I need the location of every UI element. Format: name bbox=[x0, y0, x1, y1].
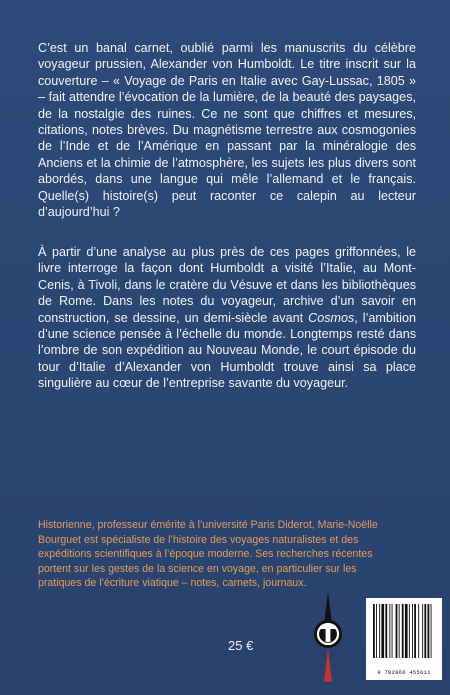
price: 25 € bbox=[228, 638, 254, 653]
barcode-bars-icon bbox=[372, 604, 436, 662]
description-paragraph-2-part-a: À partir d’une analyse au plus près de ces pages griffonnées, le livre interroge la façon dont Humboldt a visité l’Italie, au Mont-Cenis, à Tivoli, dans le cratère du Vésuve et dans les bibliothèques de Rome. Dans les notes du voyageur, archive d’un savoir en construction, se dessine, un demi-siècle avant bbox=[38, 245, 416, 325]
author-bio: Historienne, professeur émérite à l’université Paris Diderot, Marie-Noëlle Bourguet est spécialiste de l’histoire des voyages naturalistes et des expéditions scientifiques à l’époque moderne. Ses recherches récentes portent sur les gestes de la science en voyage, en particulier sur les pratiques de l’écriture viatique – notes, carnets, journaux. bbox=[38, 519, 378, 590]
publisher-logo-icon bbox=[310, 592, 346, 682]
description-paragraph-2 bbox=[38, 244, 416, 392]
description-paragraph-2-part-b: , l’ambition d’une science pensée à l’échelle du monde. Longtemps resté dans l’ombre de son expédition au Nouveau Monde, le court épisode du tour d’Italie d’Alexander von Humboldt trouve ainsi sa place singulière au cœur de l’entreprise savante du voyageur. bbox=[38, 310, 416, 391]
book-title-cosmos: Cosmos bbox=[308, 310, 355, 325]
barcode-number: 9 782866 455611 bbox=[377, 669, 431, 676]
barcode bbox=[366, 598, 442, 680]
description-paragraph-1: C’est un banal carnet, oublié parmi les manuscrits du célèbre voyageur prussien, Alexander von Humboldt. Le titre inscrit sur la couverture – « Voyage de Paris en Italie avec Gay-Lussac, 1805 » – fait attendre l’évocation de la lumière, de la beauté des paysages, de la nostalgie des ruines. Ce ne sont que chiffres et mesures, citations, notes brèves. Du magnétisme terrestre aux cosmogonies de l’Inde et de l’Amérique en passant par la minéralogie des Anciens et la chimie de l’atmosphère, les sujets les plus divers sont abordés, dans une langue qui mêle l’allemand et le français. Quelle(s) histoire(s) peut raconter ce calepin au lecteur d’aujourd’hui ? bbox=[38, 41, 416, 220]
